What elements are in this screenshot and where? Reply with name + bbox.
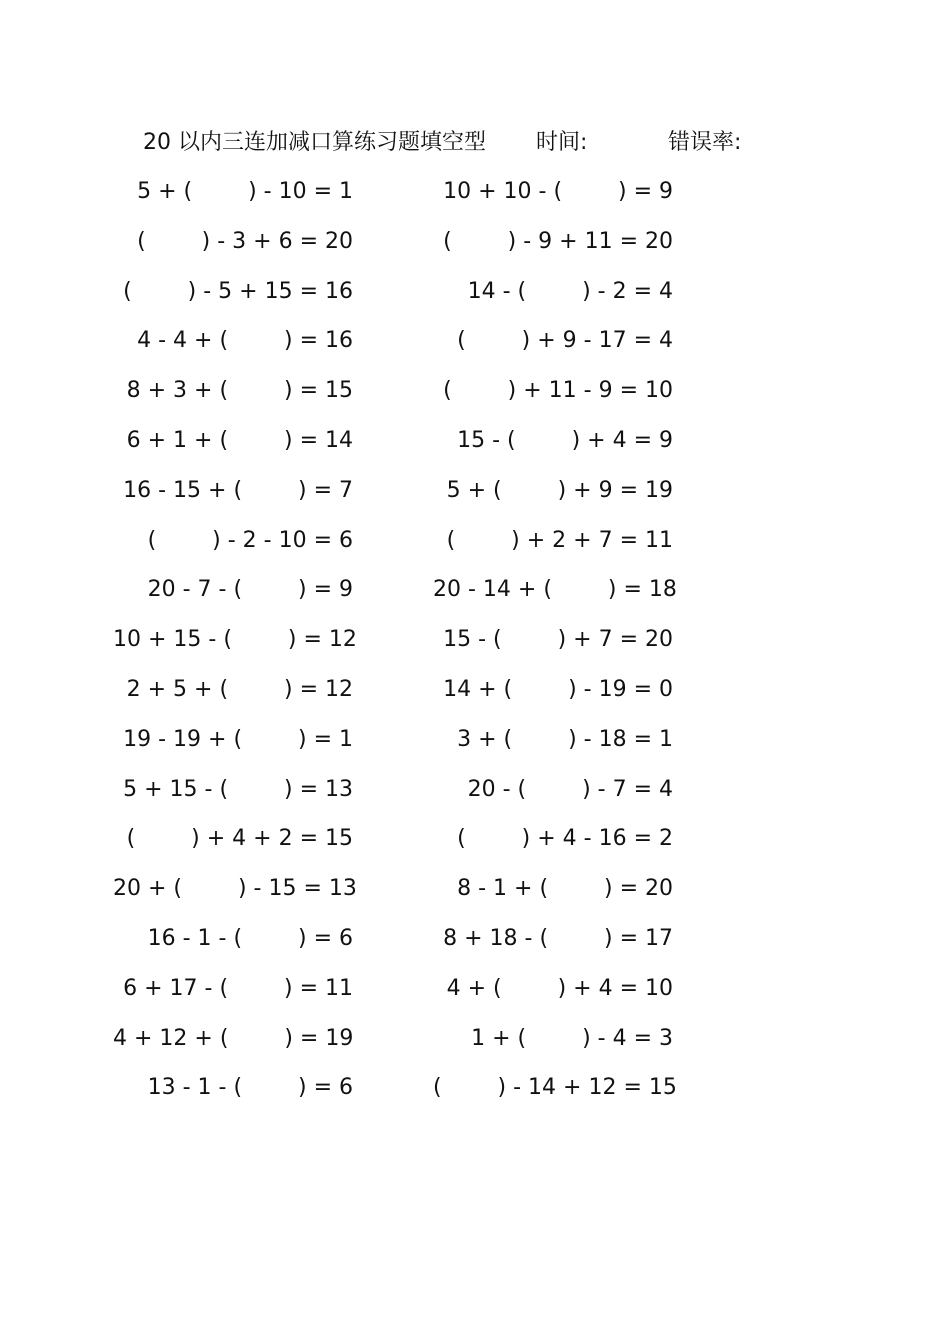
time-label: 时间:	[536, 130, 588, 155]
problem-item: 4 - 4 + ( ) = 16	[137, 328, 353, 354]
worksheet-header	[143, 126, 783, 160]
right-problem-column	[433, 167, 693, 1113]
problem-item: 8 + 3 + ( ) = 15	[126, 378, 353, 404]
problem-item: 14 - ( ) - 2 = 4	[467, 278, 673, 304]
error-rate-label: 错误率:	[668, 130, 742, 155]
problem-item: 10 + 15 - ( ) = 12	[113, 627, 357, 653]
problem-item: 20 - 14 + ( ) = 18	[433, 577, 677, 603]
problem-item: ( ) - 9 + 11 = 20	[443, 228, 673, 254]
problem-item: 3 + ( ) - 18 = 1	[457, 726, 673, 752]
problem-item: ( ) + 11 - 9 = 10	[443, 378, 673, 404]
problem-item: 20 + ( ) - 15 = 13	[113, 876, 357, 902]
problem-item: 6 + 1 + ( ) = 14	[126, 427, 353, 453]
problem-item: 8 - 1 + ( ) = 20	[457, 876, 673, 902]
problem-item: 5 + ( ) - 10 = 1	[137, 179, 353, 204]
problem-item: 20 - 7 - ( ) = 9	[147, 577, 353, 603]
problem-item: 4 + ( ) + 4 = 10	[446, 975, 673, 1001]
problem-item: 4 + 12 + ( ) = 19	[113, 1025, 354, 1051]
problem-item: 14 + ( ) - 19 = 0	[443, 676, 673, 702]
problem-item: 6 + 17 - ( ) = 11	[123, 975, 353, 1001]
problem-item: 1 + ( ) - 4 = 3	[471, 1025, 673, 1051]
problem-item: ( ) + 4 + 2 = 15	[126, 826, 353, 852]
problem-item: ( ) + 2 + 7 = 11	[446, 527, 673, 553]
problem-item: 5 + 15 - ( ) = 13	[123, 776, 353, 802]
left-problem-column	[113, 167, 373, 1113]
problem-item: 20 - ( ) - 7 = 4	[467, 776, 673, 802]
problem-item: 8 + 18 - ( ) = 17	[443, 925, 673, 951]
problem-item: ( ) - 2 - 10 = 6	[147, 527, 353, 553]
problem-item: 15 - ( ) + 7 = 20	[443, 627, 673, 653]
problem-item: ( ) + 4 - 16 = 2	[457, 826, 673, 852]
problem-item: 10 + 10 - ( ) = 9	[443, 179, 673, 204]
problem-item: 16 - 1 - ( ) = 6	[147, 925, 353, 951]
problem-item: ( ) - 5 + 15 = 16	[123, 278, 353, 304]
problem-item: 15 - ( ) + 4 = 9	[457, 427, 673, 453]
problem-item: 16 - 15 + ( ) = 7	[123, 477, 353, 503]
problem-item: ( ) - 3 + 6 = 20	[137, 228, 353, 254]
problem-item: 13 - 1 - ( ) = 6	[147, 1075, 353, 1101]
problem-item: 19 - 19 + ( ) = 1	[123, 726, 353, 752]
problem-item: ( ) + 9 - 17 = 4	[457, 328, 673, 354]
worksheet-title: 20 以内三连加减口算练习题填空型	[143, 130, 486, 155]
problem-item: 2 + 5 + ( ) = 12	[126, 676, 353, 702]
problem-item: ( ) - 14 + 12 = 15	[433, 1075, 677, 1101]
problem-item: 5 + ( ) + 9 = 19	[446, 477, 673, 503]
